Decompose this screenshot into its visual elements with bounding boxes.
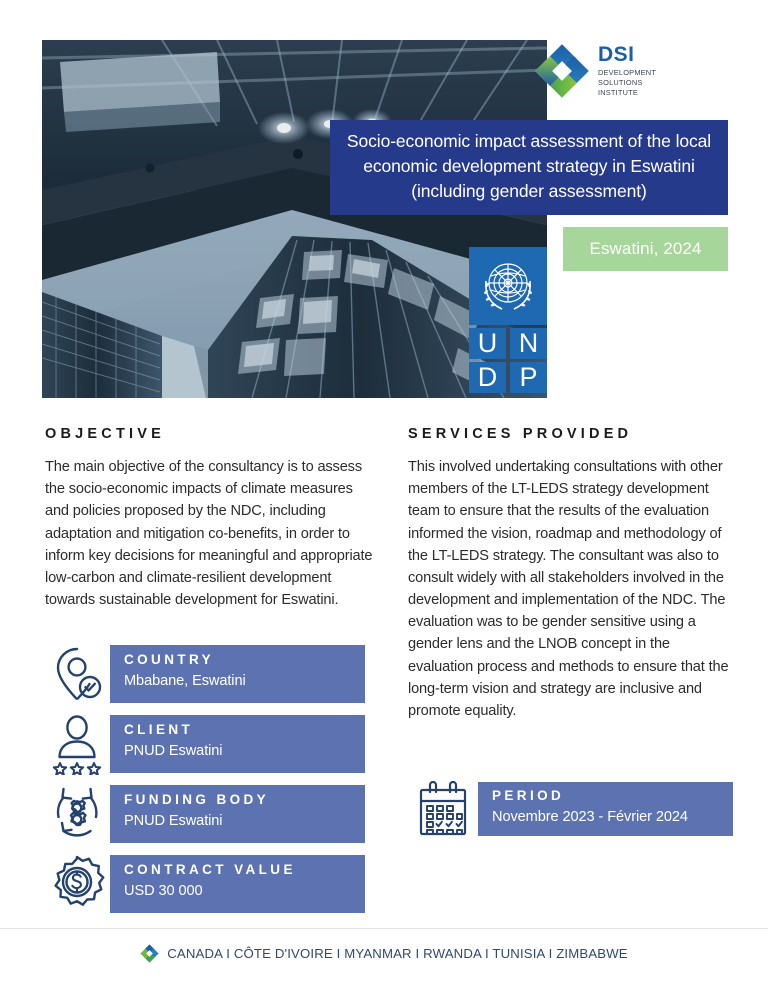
dsi-diamond-icon [140,944,159,963]
dsi-diamond-logo-icon [534,43,590,99]
gear-refresh-icon [49,783,105,845]
svg-text:N: N [518,328,539,358]
footer-countries: CANADA I CÔTE D'IVOIRE I MYANMAR I RWANDA I TUNISIA I ZIMBABWE [167,946,628,961]
services-provided-heading: SERVICES PROVIDED [408,426,633,442]
info-row-country [45,645,365,703]
info-label-country: COUNTRY [124,652,215,667]
objective-section [45,426,377,611]
project-title-banner: Socio-economic impact assessment of the local economic development strategy in Eswatini (including gender assessment) [330,120,728,215]
undp-logo [469,247,547,393]
person-stars-icon [49,713,105,775]
svg-text:P: P [519,362,538,392]
info-row-funding-body [45,785,365,843]
dsi-subtitle-line-2: SOLUTIONS [598,78,643,87]
gear-dollar-icon [49,853,105,915]
objective-text: The main objective of the consultancy is to assess the socio-economic impacts of climate measures and policies proposed by the NDC, including adaptation and mitigation co-benefits, in order to inform key decisions for meaningful and appropriate low-carbon and climate-resilient development towards sustainable development for Eswatini. [45,459,373,609]
calendar-check-icon [416,780,470,842]
info-label-client: CLIENT [124,722,194,737]
location-year-badge: Eswatini, 2024 [563,227,728,271]
info-row-client [45,715,365,773]
map-pin-check-icon [49,643,105,705]
svg-text:D: D [477,362,498,392]
dsi-subtitle-line-1: DEVELOPMENT [598,68,657,78]
project-info-list [45,645,365,925]
info-value-contract-value: USD 30 000 [124,882,203,899]
info-row-period [408,782,733,840]
info-bar-period [478,782,733,836]
dsi-logo [534,40,662,102]
info-value-country: Mbabane, Eswatini [124,672,246,689]
info-bar-country [110,645,365,703]
dsi-title: DSI [598,43,635,67]
info-bar-funding-body [110,785,365,843]
services-provided-text: This involved undertaking consultations with other members of the LT-LEDS strategy development team to ensure that the results of the evaluation informed the vision, roadmap and methodology of the LT-LEDS strategy. The consultant was also to consult widely with all stakeholders involved in the development and implementation of the NDC. The evaluation was to be gender sensitive using a gender lens and the LNOB concept in the evaluation process and methods to ensure that the long-term vision and strategy are inclusive and promote equality. [408,459,729,719]
dsi-subtitle-line-3: INSTITUTE [598,87,638,97]
services-provided-section [408,426,733,722]
info-label-contract-value: CONTRACT VALUE [124,862,296,877]
objective-heading: OBJECTIVE [45,426,165,442]
info-row-contract-value [45,855,365,913]
footer-divider [0,928,768,929]
dsi-subtitle [598,68,656,98]
info-label-funding-body: FUNDING BODY [124,792,270,807]
info-value-client: PNUD Eswatini [124,742,223,759]
info-label-period: PERIOD [492,788,565,803]
svg-text:U: U [477,328,498,358]
info-value-period: Novembre 2023 - Février 2024 [492,808,688,825]
info-bar-contract-value [110,855,365,913]
footer [0,944,768,963]
info-value-funding-body: PNUD Eswatini [124,812,223,829]
info-bar-client [110,715,365,773]
dsi-wordmark [598,44,656,98]
